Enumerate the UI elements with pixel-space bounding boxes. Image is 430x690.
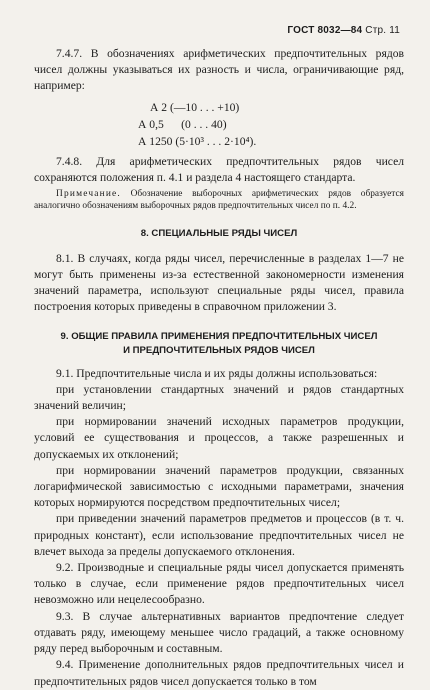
paragraph-9-2: 9.2. Производные и специальные ряды чисел допускается применять только в случае, если применение рядов предпочтительных чисел невозможно или нецелесообразно. [34, 561, 404, 607]
note-label: Примечание. [56, 189, 121, 200]
list-item: при приведении значений параметров предметов и процессов (в т. ч. природных констант), если использование предпочтительных чисел не влечет выхода за пределы допускаемого отклонения. [34, 512, 404, 558]
list-item: при установлении стандартных значений и рядов стандартных значений величин; [34, 382, 404, 413]
paragraph-9-1: 9.1. Предпочтительные числа и их ряды должны использоваться: [56, 366, 378, 380]
section-9-title-line-2: И ПРЕДПОЧТИТЕЛЬНЫХ РЯДОВ ЧИСЕЛ [123, 344, 315, 356]
paragraph-7-4-8: 7.4.8. Для арифметических предпочтительных рядов чисел сохраняются положения п. 4.1 и раздела 4 настоящего стандарта. [34, 154, 404, 184]
section-8-title: 8. СПЕЦИАЛЬНЫЕ РЯДЫ ЧИСЕЛ [140, 227, 298, 239]
page-header [287, 25, 400, 36]
formula-line: А 1250 (5·10³ . . . 2·10⁴). [138, 134, 257, 148]
list-item: при нормировании значений исходных параметров продукции, условий ее существования и процессов, а также разрешенных и допускаемых их отклонений; [34, 415, 404, 461]
section-9-title [34, 330, 404, 358]
document-body [34, 46, 404, 690]
paragraph-8-1: 8.1. В случаях, когда ряды чисел, перечисленные в разделах 1—7 не могут быть применены из-за естественной закономерности изменения значений параметра, используют специальные ряды чисел, правила построения которых приведены в справочном приложении 3. [34, 251, 404, 314]
note [34, 188, 404, 213]
standard-number: ГОСТ 8032—84 [287, 25, 363, 36]
note-text: Обозначение выборочных арифметических рядов образуется аналогично обозначениям выборочных рядов предпочтительных чисел по п. 4.2. [34, 189, 404, 212]
paragraph-9-4: 9.4. Применение дополнительных рядов предпочтительных чисел и предпочтительных рядов чисел допускается только в том [34, 658, 404, 688]
section-9-title-line-1: 9. ОБЩИЕ ПРАВИЛА ПРИМЕНЕНИЯ ПРЕДПОЧТИТЕЛЬНЫХ ЧИСЕЛ [60, 330, 378, 342]
formula-line: А 2 (—10 . . . +10) [150, 100, 240, 114]
list-item: при нормировании значений параметров продукции, связанных логарифмической зависимостью с исходными параметрами, значения которых нормируются посредством предпочтительных чисел; [34, 463, 404, 510]
paragraph-9-3: 9.3. В случае альтернативных вариантов предпочтение следует отдавать ряду, имеющему меньшее число градаций, а также основному ряду перед выборочным и составным. [34, 609, 404, 656]
paragraph-7-4-7: 7.4.7. В обозначениях арифметических предпочтительных рядов чисел должны указываться их разность и числа, ограничивающие ряд, например: [34, 47, 404, 93]
page-number: Стр. 11 [365, 25, 400, 36]
formula-line: А 0,5 (0 . . . 40) [138, 117, 227, 131]
